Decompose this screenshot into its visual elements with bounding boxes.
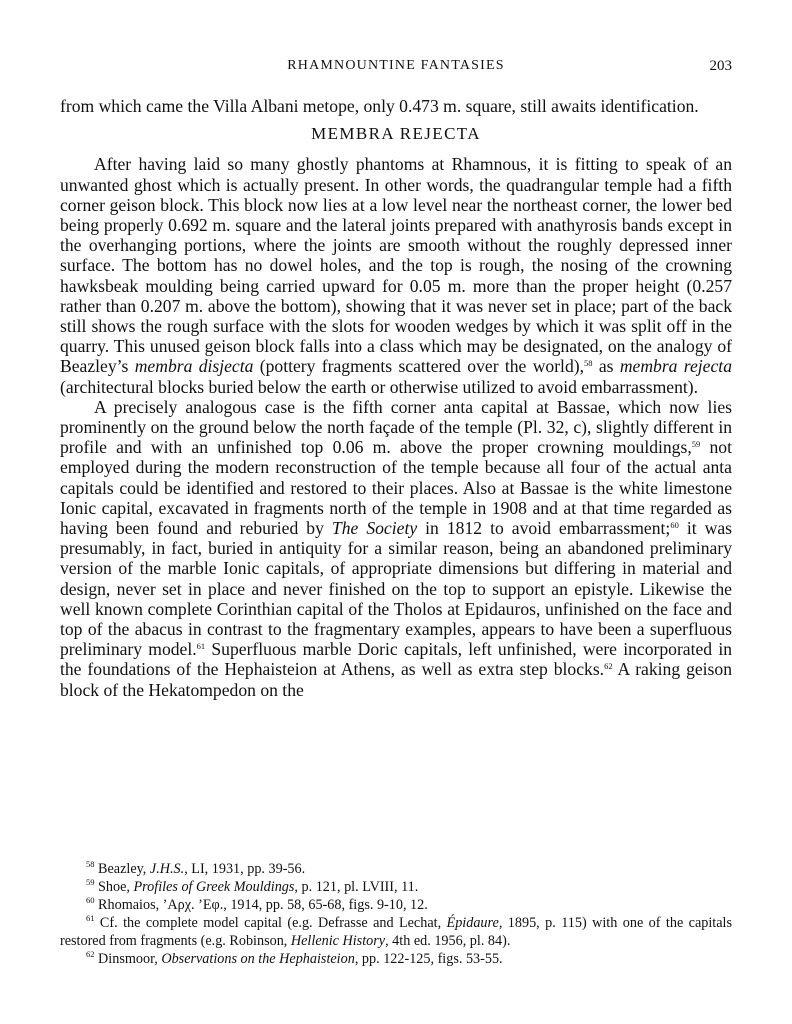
page-number: 203 xyxy=(709,58,732,74)
page-header xyxy=(60,58,732,78)
text-run: not employed during the modern reconstruction of the temple because all four of the actual anta capitals could be identified and restored to their places. Also at Bassae is the white limestone Ionic capital, excavated in fragments north of the temple in 1908 and at that time regarded as having been found and reburied by xyxy=(60,437,732,539)
footnote-ref-61[interactable]: 61 xyxy=(196,641,206,652)
footnote-text: Rhomaios, ’Αρχ. ’Εφ., 1914, pp. 58, 65-68, figs. 9-10, 12. xyxy=(94,897,428,913)
footnote-number: 60 xyxy=(86,895,95,905)
footnote-ref-59[interactable]: 59 xyxy=(691,439,701,450)
text-run: (architectural blocks buried below the earth or otherwise utilized to avoid embarrassment). xyxy=(60,376,699,397)
footnote-text: Shoe, xyxy=(94,879,134,895)
footnote-62 xyxy=(60,950,732,968)
text-run: as xyxy=(592,356,620,377)
footnote-text: , p. 121, pl. LVIII, 11. xyxy=(294,879,419,895)
footnote-59 xyxy=(60,878,732,896)
text-run: it was presumably, in fact, buried in antiquity for a similar reason, being an abandoned preliminary version of the marble Ionic capitals, of appropriate dimensions but differing in material and design, never set in place and never finished on the top to support an epistyle. Likewise the well known complete Corinthian capital of the Tholos at Epidauros, unfinished on the face and top of the abacus in contrast to the fragmentary examples, appears to have been a superfluous preliminary model. xyxy=(60,518,733,660)
footnote-italic: Profiles of Greek Mouldings xyxy=(133,879,295,895)
footnote-italic: Épidaure xyxy=(446,915,499,931)
italic-term: The Society xyxy=(331,518,418,539)
footnote-text: , pp. 122-125, figs. 53-55. xyxy=(354,951,503,967)
paragraph-membra-rejecta xyxy=(60,154,732,396)
footnote-text: , LI, 1931, pp. 39-56. xyxy=(184,861,306,877)
continuation-paragraph xyxy=(60,96,732,116)
footnote-italic: J.H.S. xyxy=(149,861,185,877)
footnote-number: 62 xyxy=(86,949,95,959)
footnote-ref-58[interactable]: 58 xyxy=(584,358,593,369)
italic-term: membra disjecta xyxy=(134,356,254,377)
text-run: A raking geison block of the Hekatompedon on the xyxy=(60,659,733,700)
text-run: A precisely analogous case is the fifth corner anta capital at Bassae, which now lies prominently on the ground below the north façade of the temple (Pl. 32, c), slightly different in profile and with an unfinished top 0.06 m. above the proper crowning mouldings, xyxy=(60,396,732,458)
footnote-ref-62[interactable]: 62 xyxy=(604,661,613,672)
footnote-60 xyxy=(60,896,732,914)
footnotes xyxy=(60,860,732,968)
text-run: in 1812 to avoid embarrassment; xyxy=(417,518,671,539)
running-title: RHAMNOUNTINE FANTASIES xyxy=(287,58,505,73)
footnote-italic: Observations on the Hephaisteion xyxy=(161,951,355,967)
section-title: MEMBRA REJECTA xyxy=(311,124,481,144)
paragraph-text: from which came the Villa Albani metope, only 0.473 m. square, still awaits identification. xyxy=(60,96,699,116)
footnote-61 xyxy=(60,914,732,950)
footnote-number: 59 xyxy=(86,877,95,887)
footnote-58 xyxy=(60,860,732,878)
text-run: Superfluous marble Doric capitals, left unfinished, were incorporated in the foundations of the Hephaisteion at Athens, as well as extra step blocks. xyxy=(60,639,733,680)
footnote-italic: Hellenic History xyxy=(290,933,386,949)
footnote-text: Cf. the complete model capital (e.g. Defrasse and Lechat, xyxy=(94,915,447,931)
italic-term: membra rejecta xyxy=(619,356,732,377)
paragraph-bassae xyxy=(60,397,732,700)
footnote-number: 61 xyxy=(86,913,95,923)
footnote-number: 58 xyxy=(86,859,95,869)
text-run: After having laid so many ghostly phantoms at Rhamnous, it is fitting to speak of an unwanted ghost which is actually present. In other words, the quadrangular temple had a fifth corner geison block. This block now lies at a low level near the northeast corner, the lower bed being properly 0.692 m. square and the lateral joints prepared with anathyrosis bands except in the overhanging portions, where the joints are smooth without the roughly depressed inner surface. The bottom has no dowel holes, and the top is rough, the nosing of the crowning hawksbeak moulding being carried upward for 0.05 m. more than the proper height (0.257 rather than 0.207 m. above the bottom), showing that it was never set in place; part of the back still shows the rough surface with the slots for wooden wedges by which it was split off in the quarry. This unused geison block falls into a class which may be designated, on the analogy of Beazley’s xyxy=(60,154,732,377)
footnote-text: Beazley, xyxy=(94,861,150,877)
text-run: (pottery fragments scattered over the world), xyxy=(253,356,584,377)
footnote-text: Dinsmoor, xyxy=(94,951,162,967)
footnote-ref-60[interactable]: 60 xyxy=(670,520,679,531)
main-text xyxy=(60,96,732,700)
footnote-text: , 4th ed. 1956, pl. 84). xyxy=(385,933,511,949)
footnote-text: , 1895, p. 115) with one of the capitals restored from fragments (e.g. Robinson, xyxy=(60,915,732,949)
